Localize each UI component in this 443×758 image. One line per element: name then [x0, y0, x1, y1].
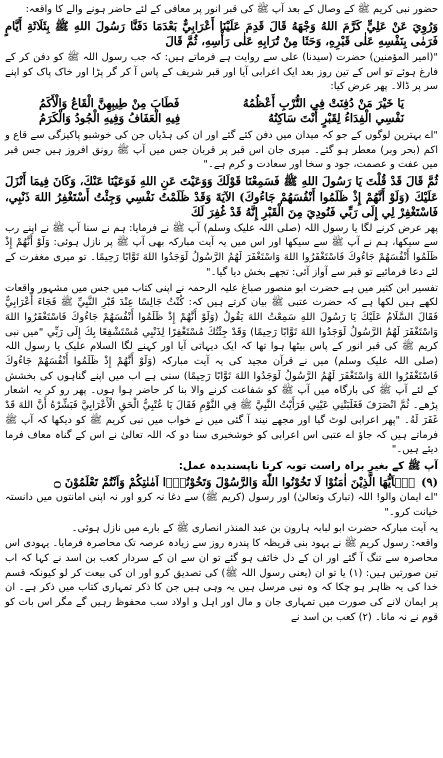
urdu-paragraph: یہ آیت مبارکہ حضرت ابو لبابہ ہارون بن عبد المنذر انصاری ﷺ کے بارے میں نازل ہوئی۔	[71, 522, 438, 534]
verse-line: فِيهِ الْعَفَافُ وَفِيهِ الْجُودُ وَالْكَرَمُ	[39, 111, 181, 126]
verse-line: نَفْسِي الْفِدَاءُ لِقَبْرٍ أَنْتَ سَاكِنُهُ	[268, 111, 404, 126]
arabic-passage: ثُمَّ قَالَ قَدْ قُلْتَ يَا رَسُولَ اللهِ ﷺ فَسَمِعْنَا قَوْلَكَ وَوَعَيْتَ عَنِ اللهِ فَوَعَيْنَا عَنْكَ، وَكَانَ فِيمَا أَنْزَلَ عَلَيْكَ (وَلَوْ أَنَّهُمْ إِذْ ظَلَمُوا أَنْفُسَهُمْ جَاءُوكَ) الآيَةَ وَقَدْ ظَلَمْتُ نَفْسِي وَجِئْتُ أَسْتَغْفِرُ اللهَ ذَنْبِي، فَاسْتَغْفِرْ لِي إِلَى رَبِّي فَنُودِيَ مِنَ الْقَبْرِ إِنَّهُ قَدْ غُفِرَ لَكَ	[5, 173, 438, 220]
arabic-passage: وَرُوِيَ عَنْ عَلِيٍّ كَرَّمَ اللهُ وَجْهَهُ قَالَ قَدِمَ عَلَيْنَا أَعْرَابِيٌّ بَعْدَمَا دَفَنَّا رَسُولَ اللهِ ﷺ بِثَلَاثَةِ أَيَّامٍ فَرَمٰى بِنَفْسِهِ عَلٰى قَبْرِهِ، وَحَثَا مِنْ تُرَابِهِ عَلٰى رَأْسِهِ، ثُمَّ قَالَ	[5, 18, 438, 49]
verse-line: يَا خَيْرَ مَنْ دُفِنَتْ فِي التُّرْبِ أَعْظُمُهُ	[242, 96, 404, 110]
quran-verse	[5, 475, 438, 491]
poetry-verses	[5, 96, 438, 127]
verse-text: يٰۤاَيُّهَا الَّذِيْنَ اٰمَنُوْا لَا تَخُوْنُوا اللّٰهَ وَالرَّسُوْلَ وَتَخُوْنُوْۤا اَمٰنٰتِكُمْ وَاَنْتُمْ تَعْلَمُوْنَ ۝	[54, 474, 416, 489]
urdu-paragraph: "(امیر المؤمنین) حضرت (سیدنا) علی سے روایت ہے فرماتے ہیں: کہ جب رسول اللہ ﷺ کو دفن کر کے فارغ ہوئے تو اس کے تین روز بعد ایک اعرابی آیا اور قبر شریف کے پاس آ کر گر پڑا اور خاک پاک کو اپنے سر پر ڈالا۔ پھر عرض کیا:	[5, 51, 438, 93]
urdu-paragraph: تفسیر ابن کثیر میں ہے حضرت ابو منصور صباغ علیہ الرحمہ نے اپنی کتاب میں جس میں مشہور واقعات لکھے ہیں لکھا ہے کہ حضرت عتبی ﷺ بیان کرتے ہیں کہ: كُنْتُ جَالِسًا عِنْدَ قَبْرِ النَّبِيِّ ﷺ فَجَاءَ أَعْرَابِيٌّ فَقَالَ السَّلَامُ عَلَيْكَ يَا رَسُولَ اللهِ سَمِعْتُ اللهَ يَقُولُ (وَلَوْ أَنَّهُمْ إِذْ ظَلَمُوا أَنْفُسَهُمْ جَاءُوكَ فَاسْتَغْفَرُوا اللهَ وَاسْتَغْفَرَ لَهُمُ الرَّسُولُ لَوَجَدُوا اللهَ تَوَّابًا رَحِيمًا) وَقَدْ جِئْتُكَ مُسْتَغْفِرًا لِذَنْبِي مُسْتَشْفِعًا بِكَ إِلَى رَبِّي "میں نبی کریم ﷺ کی قبر انور کے پاس بیٹھا ہوا تھا کہ ایک دیہاتی آیا اور کہنے لگا السلام علیک یا رسول اللہ (صلی اللہ علیک وسلم) میں نے قرآن مجید کی یہ آیت مبارکہ (وَلَوْ أَنَّهُمْ إِذْ ظَلَمُوا أَنْفُسَهُمْ جَاءُوكَ فَاسْتَغْفَرُوا اللهَ وَاسْتَغْفَرَ لَهُمُ الرَّسُولُ لَوَجَدُوا اللهَ تَوَّابًا رَحِيمًا) سنی ہے اب میں اپنے گناہوں کی بخشش کے لئے آپ ﷺ کی بارگاہ میں آپ ﷺ کو شفاعت کرنے والا بنا کر حاضر ہوا ہوں۔ پھر رو کر یہ اشعار پڑھے۔ ثُمَّ انْصَرَفَ فَغَلَبَتْنِي عَيْنِي فَرَأَيْتُ النَّبِيَّ ﷺ فِي النَّوْمِ فَقَالَ يَا عُتْبِيُّ الْحَقِ الْأَعْرَابِيَّ فَبَشِّرْهُ أَنَّ اللهَ قَدْ غَفَرَ لَهُ۔ "پھر اعرابی لوٹ گیا اور مجھے نیند آ گئی میں نے خواب میں نبی کریم ﷺ کو دیکھا کہ آپ ﷺ فرماتے ہیں کہ جاؤ اے عتبی اس اعرابی کو خوشخبری سنا دو کہ اللہ تعالیٰ نے اس کے گناہ معاف فرما دیئے ہیں۔"	[5, 282, 438, 456]
verse-number: (۹)	[421, 474, 438, 489]
urdu-paragraph: پھر عرض کرنے لگا یا رسول اللہ (صلی اللہ علیک وسلم) آپ ﷺ نے فرمایا: ہم نے سنا آپ ﷺ نے اپنے رب سے سیکھا، ہم نے آپ ﷺ سے سیکھا اور اس میں یہ آیت مبارکہ بھی آپ ﷺ پر نازل ہوئی: وَلَوْ أَنَّهُمْ إِذْ ظَلَمُوا أَنْفُسَهُمْ جَاءُوكَ فَاسْتَغْفَرُوا اللهَ وَاسْتَغْفَرَ لَهُمُ الرَّسُولُ لَوَجَدُوا اللهَ تَوَّابًا رَحِيمًا۔ تو میری مغفرت کے لئے دعا فرمائیے تو قبر سے آواز آئی: تجھے بخش دیا گیا۔"	[5, 222, 438, 278]
urdu-paragraph: حضور نبی کریم ﷺ کے وصال کے بعد آپ ﷺ کی قبر انور پر معافی کے لئے حاضر ہونے والے کا واقعہ:	[25, 4, 438, 15]
urdu-paragraph: "اے بہترین لوگوں کے جو کہ میدان میں دفن کئے گئے اور ان کی ہڈیاں جن کی خوشبو پاکیزگی سے قاع و اکم (بحر وبر) معطر ہو گئے۔ میری جان اس قبر پر قربان جس میں آپ ﷺ رونق افروز ہیں جس قبر میں عفت و عصمت، جود و سخا اور سعادت و کرم ہے۔"	[5, 129, 438, 171]
section-heading: آپ ﷺ کے بغیر براہ راست توبہ کرنا ناپسندیدہ عمل:	[178, 459, 438, 472]
urdu-paragraph: واقعہ: رسول کریم ﷺ نے یہود بنی قریظہ کا پندرہ روز سے زیادہ عرصہ تک محاصرہ فرمایا۔ یہودی اس محاصرہ سے تنگ آ گئے اور ان کے دل خائف ہو گئے تو ان سے ان کے سردار کعب بن اسد نے کہا کہ اب تین صورتیں ہیں: (۱) یا تو ان (یعنی رسول اللہ ﷺ) کی تصدیق کرو اور ان کی بیعت کر لو کیونکہ قسم خدا کی یہ ظاہر ہو چکا کہ وہ نبی مرسل ہیں یہ وہی ہیں جن کا ذکر تمہاری کتاب میں ذکر ہے۔ ان پر ایمان لانے کی صورت میں تمہاری جان و مال اور اہل و اولاد سب محفوظ رہیں گے مگر اس بات کو قوم نے نہ مانا۔ (۲) کعب بن اسد نے	[5, 538, 438, 623]
urdu-paragraph: "اے ایمان والو! اللہ (تبارک وتعالیٰ) اور رسول (کریم ﷺ) سے دغا نہ کرو اور نہ اپنی امانتوں میں دانستہ خیانت کرو۔"	[5, 492, 438, 518]
verse-line: فَطَابَ مِنْ طِيبِهِنَّ الْقَاعُ وَالْأَكَمُ	[39, 96, 180, 110]
